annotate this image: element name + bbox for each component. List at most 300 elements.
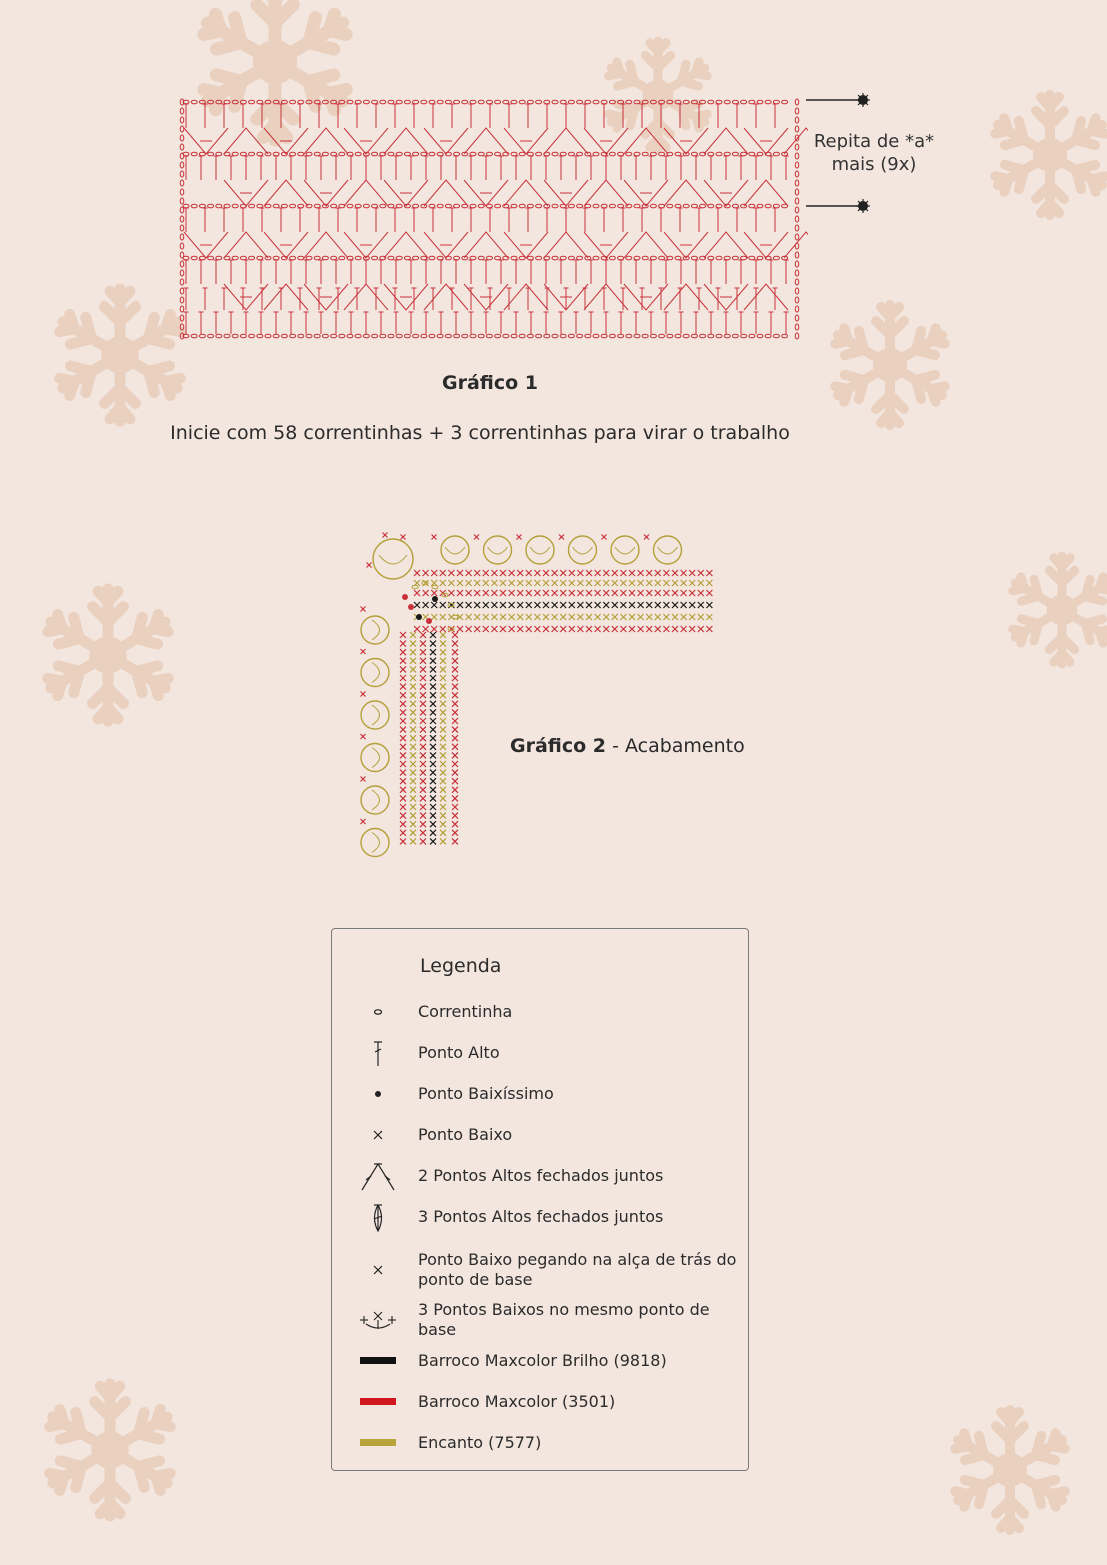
chain-stitch xyxy=(749,256,755,260)
chain-stitch xyxy=(724,100,730,104)
chain-stitch xyxy=(273,256,279,260)
chain-stitch xyxy=(388,204,394,208)
chain-stitch xyxy=(773,334,779,338)
chain-stitch xyxy=(601,100,607,104)
chain-stitch xyxy=(749,334,755,338)
chain-stitch xyxy=(503,100,509,104)
chain-stitch xyxy=(224,334,230,338)
chain-stitch xyxy=(618,334,624,338)
chain-stitch xyxy=(470,152,476,156)
chain-stitch xyxy=(642,100,648,104)
chain-stitch xyxy=(675,152,681,156)
chain-stitch xyxy=(536,204,542,208)
chain-stitch xyxy=(281,100,287,104)
picot-circle xyxy=(611,536,639,564)
chain-stitch xyxy=(716,334,722,338)
chain-stitch xyxy=(180,117,184,123)
chain-stitch xyxy=(741,100,747,104)
chain-stitch xyxy=(355,100,361,104)
chain-stitch xyxy=(437,152,443,156)
chain-stitch xyxy=(795,117,799,123)
chain-stitch xyxy=(437,204,443,208)
chain-stitch xyxy=(609,334,615,338)
dc2tog-stitch xyxy=(584,180,628,206)
chain-stitch xyxy=(421,334,427,338)
chain-stitch xyxy=(659,256,665,260)
chain-stitch xyxy=(568,204,574,208)
chain-stitch xyxy=(298,256,304,260)
chain-stitch xyxy=(331,334,337,338)
chain-stitch xyxy=(306,256,312,260)
legend-item xyxy=(332,1117,748,1153)
chain-stitch xyxy=(306,152,312,156)
chain-stitch xyxy=(478,100,484,104)
chain-stitch xyxy=(732,100,738,104)
chain-stitch xyxy=(700,100,706,104)
snowflake-icon xyxy=(991,95,1107,215)
chain-stitch xyxy=(511,152,517,156)
chain-stitch xyxy=(249,334,255,338)
slip-stitch xyxy=(416,614,422,620)
chain-stitch xyxy=(795,270,799,276)
dc2tog-stitch xyxy=(384,232,428,258)
legend-item xyxy=(332,1158,748,1194)
chain-stitch xyxy=(273,152,279,156)
slip-stitch xyxy=(408,604,414,610)
chain-stitch xyxy=(765,100,771,104)
chart-2-caption-title: Gráfico 2 xyxy=(510,735,607,757)
chart-2-caption xyxy=(510,735,770,757)
chain-stitch xyxy=(708,152,714,156)
chain-stitch xyxy=(503,334,509,338)
chain-stitch xyxy=(180,270,184,276)
chain-stitch xyxy=(527,204,533,208)
chain-stitch xyxy=(642,334,648,338)
chain-stitch xyxy=(257,204,263,208)
chain-stitch xyxy=(388,152,394,156)
chain-stitch xyxy=(470,256,476,260)
chain-stitch xyxy=(249,204,255,208)
chain-stitch xyxy=(331,152,337,156)
chain-stitch xyxy=(180,180,184,186)
chain-stitch xyxy=(593,204,599,208)
chain-stitch xyxy=(577,152,583,156)
chain-stitch xyxy=(363,100,369,104)
chain-stitch xyxy=(388,256,394,260)
chain-stitch-icon xyxy=(356,994,400,1030)
chain-stitch xyxy=(486,334,492,338)
legend-item xyxy=(332,1384,748,1420)
chain-stitch xyxy=(700,204,706,208)
chain-stitch xyxy=(634,152,640,156)
chain-stitch xyxy=(421,100,427,104)
chain-stitch xyxy=(180,198,184,204)
chain-stitch xyxy=(795,144,799,150)
chain-stitch xyxy=(216,204,222,208)
chain-stitch xyxy=(716,100,722,104)
dc2tog-stitch xyxy=(304,128,348,154)
chain-stitch xyxy=(527,334,533,338)
chain-stitch xyxy=(716,256,722,260)
back-loop-sc-icon xyxy=(356,1252,400,1288)
snowflake-icon xyxy=(1009,556,1107,664)
picot-circle xyxy=(361,659,389,687)
chain-stitch xyxy=(199,204,205,208)
legend-item xyxy=(332,1343,748,1379)
chain-stitch xyxy=(716,152,722,156)
chain-stitch xyxy=(290,204,296,208)
chain-stitch xyxy=(290,152,296,156)
chain-stitch xyxy=(445,334,451,338)
chain-stitch xyxy=(519,100,525,104)
chain-stitch xyxy=(216,152,222,156)
chain-stitch xyxy=(208,204,214,208)
chain-stitch xyxy=(429,152,435,156)
repeat-note xyxy=(808,130,940,176)
chain-stitch xyxy=(650,334,656,338)
chain-stitch xyxy=(618,204,624,208)
slip-stitch xyxy=(402,594,408,600)
chain-stitch xyxy=(322,100,328,104)
chain-stitch xyxy=(577,256,583,260)
chain-stitch xyxy=(265,334,271,338)
snowflake-icon xyxy=(951,1410,1069,1530)
chain-stitch xyxy=(445,204,451,208)
chain-stitch xyxy=(454,334,460,338)
chain-stitch xyxy=(667,100,673,104)
chain-stitch xyxy=(795,234,799,240)
chain-stitch xyxy=(626,256,632,260)
picot-inner xyxy=(615,547,635,554)
chain-stitch xyxy=(568,100,574,104)
chain-stitch xyxy=(552,204,558,208)
chain-stitch xyxy=(795,198,799,204)
picot-inner xyxy=(372,663,380,683)
chain-stitch xyxy=(372,100,378,104)
chain-stitch xyxy=(452,615,458,619)
chain-stitch xyxy=(298,152,304,156)
chain-stitch xyxy=(650,100,656,104)
chain-stitch xyxy=(372,256,378,260)
chain-stitch xyxy=(691,100,697,104)
chain-stitch xyxy=(757,256,763,260)
chain-stitch xyxy=(314,152,320,156)
dc2tog-stitch xyxy=(544,232,588,258)
chain-stitch xyxy=(552,100,558,104)
chain-stitch xyxy=(650,204,656,208)
chain-stitch xyxy=(322,334,328,338)
picot-inner xyxy=(372,790,380,810)
chain-stitch xyxy=(795,189,799,195)
chain-stitch xyxy=(314,204,320,208)
chain-stitch xyxy=(757,152,763,156)
chain-stitch xyxy=(314,100,320,104)
chain-stitch xyxy=(593,256,599,260)
chain-stitch xyxy=(396,334,402,338)
chain-stitch xyxy=(773,100,779,104)
chain-stitch xyxy=(609,204,615,208)
chain-stitch xyxy=(257,256,263,260)
chain-stitch xyxy=(795,162,799,168)
chain-stitch xyxy=(388,334,394,338)
chain-stitch xyxy=(257,100,263,104)
chain-stitch xyxy=(216,256,222,260)
dc2tog-stitch xyxy=(224,232,268,258)
chain-stitch xyxy=(339,256,345,260)
picot-inner xyxy=(372,748,380,768)
chain-stitch xyxy=(429,334,435,338)
chain-stitch xyxy=(462,334,468,338)
chain-stitch xyxy=(782,100,788,104)
chain-stitch xyxy=(795,306,799,312)
chain-stitch xyxy=(795,297,799,303)
dc2tog-stitch xyxy=(624,232,668,258)
chain-stitch xyxy=(795,324,799,330)
repeat-start-marker xyxy=(800,92,880,108)
chain-stitch xyxy=(609,100,615,104)
chain-stitch xyxy=(180,261,184,267)
chain-stitch xyxy=(568,334,574,338)
chain-stitch xyxy=(421,256,427,260)
chain-stitch xyxy=(486,256,492,260)
chain-stitch xyxy=(634,204,640,208)
dc2tog-stitch xyxy=(704,128,748,154)
chain-stitch xyxy=(180,306,184,312)
chain-stitch xyxy=(659,100,665,104)
dc2tog-stitch xyxy=(304,232,348,258)
chain-stitch xyxy=(691,256,697,260)
dc2tog-stitch xyxy=(704,232,748,258)
chain-stitch xyxy=(314,334,320,338)
chain-stitch xyxy=(495,100,501,104)
legend-label: 3 Pontos Altos fechados juntos xyxy=(418,1207,664,1226)
chain-stitch xyxy=(216,100,222,104)
chain-stitch xyxy=(355,334,361,338)
chain-stitch xyxy=(413,100,419,104)
chain-stitch xyxy=(683,100,689,104)
snowflake-icon xyxy=(55,289,185,421)
chain-stitch xyxy=(454,152,460,156)
chain-stitch xyxy=(372,152,378,156)
chain-stitch xyxy=(552,152,558,156)
chain-stitch xyxy=(675,256,681,260)
chain-stitch xyxy=(191,334,197,338)
chain-stitch xyxy=(519,204,525,208)
chain-stitch xyxy=(495,334,501,338)
chain-stitch xyxy=(306,100,312,104)
chain-stitch xyxy=(380,204,386,208)
chain-stitch xyxy=(511,256,517,260)
chain-stitch xyxy=(331,204,337,208)
chain-stitch xyxy=(601,334,607,338)
chain-stitch xyxy=(208,100,214,104)
chain-stitch xyxy=(675,334,681,338)
legend-label: Correntinha xyxy=(418,1002,513,1021)
chain-stitch xyxy=(527,256,533,260)
chain-stitch xyxy=(795,207,799,213)
chain-stitch xyxy=(413,204,419,208)
legend-item xyxy=(332,1199,748,1235)
chain-stitch xyxy=(795,243,799,249)
dc2tog-stitch xyxy=(344,180,388,206)
chain-stitch xyxy=(224,204,230,208)
chain-stitch xyxy=(232,204,238,208)
dc2tog-stitch xyxy=(544,128,588,154)
chain-stitch xyxy=(470,100,476,104)
chain-stitch xyxy=(183,204,189,208)
dc2tog-stitch xyxy=(744,180,788,206)
chain-stitch xyxy=(180,243,184,249)
chain-stitch xyxy=(331,100,337,104)
chain-stitch xyxy=(536,152,542,156)
chain-stitch xyxy=(757,334,763,338)
dc2tog-stitch xyxy=(264,180,308,206)
chain-stitch xyxy=(322,256,328,260)
chain-stitch xyxy=(795,171,799,177)
chain-stitch xyxy=(642,152,648,156)
chain-stitch xyxy=(404,100,410,104)
chain-stitch xyxy=(568,152,574,156)
chain-stitch xyxy=(795,225,799,231)
chain-stitch xyxy=(659,204,665,208)
chain-stitch xyxy=(732,204,738,208)
chain-stitch xyxy=(675,204,681,208)
chain-stitch xyxy=(544,334,550,338)
chain-stitch xyxy=(478,204,484,208)
chain-stitch xyxy=(795,315,799,321)
chain-stitch xyxy=(232,334,238,338)
chain-stitch xyxy=(191,256,197,260)
chain-stitch xyxy=(609,152,615,156)
dc2tog-stitch xyxy=(464,128,508,154)
dc2tog-stitch xyxy=(664,180,708,206)
chain-stitch xyxy=(265,204,271,208)
chain-stitch xyxy=(208,152,214,156)
chain-stitch xyxy=(552,256,558,260)
chain-stitch xyxy=(180,144,184,150)
chain-stitch xyxy=(331,256,337,260)
chain-stitch xyxy=(683,204,689,208)
chain-stitch xyxy=(618,100,624,104)
chain-stitch xyxy=(478,152,484,156)
chain-stitch xyxy=(180,162,184,168)
chain-stitch xyxy=(618,256,624,260)
chain-stitch xyxy=(437,256,443,260)
chain-stitch xyxy=(199,334,205,338)
chain-stitch xyxy=(339,100,345,104)
slip-stitch-icon xyxy=(356,1076,400,1112)
gold-color-swatch xyxy=(356,1425,400,1461)
snowflake-icon xyxy=(43,589,173,721)
chain-stitch xyxy=(544,100,550,104)
chain-stitch xyxy=(180,108,184,114)
picot-circle xyxy=(526,536,554,564)
chain-stitch xyxy=(511,100,517,104)
chain-stitch xyxy=(429,256,435,260)
chain-stitch xyxy=(290,256,296,260)
chain-stitch xyxy=(232,100,238,104)
chain-stitch xyxy=(773,256,779,260)
picot-inner xyxy=(573,547,593,554)
chain-stitch xyxy=(257,334,263,338)
chain-stitch xyxy=(675,100,681,104)
chain-stitch xyxy=(396,256,402,260)
chain-stitch xyxy=(240,334,246,338)
chain-stitch xyxy=(281,334,287,338)
picot-circle xyxy=(654,536,682,564)
chain-stitch xyxy=(757,100,763,104)
chain-stitch xyxy=(180,252,184,258)
chain-stitch xyxy=(347,334,353,338)
picot-inner xyxy=(379,555,407,564)
picot-inner xyxy=(488,547,508,554)
picot-inner xyxy=(658,547,678,554)
chain-stitch xyxy=(273,204,279,208)
sc3-in-same-icon xyxy=(356,1302,400,1338)
chain-stitch xyxy=(749,204,755,208)
chain-stitch xyxy=(732,152,738,156)
chain-stitch xyxy=(659,152,665,156)
chain-stitch xyxy=(404,256,410,260)
chain-stitch xyxy=(413,152,419,156)
chain-stitch xyxy=(281,204,287,208)
chain-stitch xyxy=(716,204,722,208)
chart-1-caption: Gráfico 1 xyxy=(441,372,539,394)
chain-stitch xyxy=(741,334,747,338)
legend-label: Barroco Maxcolor (3501) xyxy=(418,1392,616,1411)
repeat-end-marker xyxy=(800,198,880,214)
chain-stitch xyxy=(795,108,799,114)
chain-stitch xyxy=(478,334,484,338)
chain-stitch xyxy=(486,100,492,104)
chain-stitch xyxy=(782,334,788,338)
chain-stitch xyxy=(180,216,184,222)
chain-stitch xyxy=(634,100,640,104)
chain-stitch xyxy=(180,126,184,132)
chain-stitch xyxy=(724,152,730,156)
chain-stitch xyxy=(795,261,799,267)
slip-stitch xyxy=(426,618,432,624)
chain-stitch xyxy=(180,234,184,240)
chain-stitch xyxy=(380,334,386,338)
chain-stitch xyxy=(240,100,246,104)
chain-stitch xyxy=(568,256,574,260)
chain-stitch xyxy=(511,334,517,338)
chain-stitch xyxy=(795,279,799,285)
chain-stitch xyxy=(180,189,184,195)
chain-stitch xyxy=(347,204,353,208)
chain-stitch xyxy=(667,334,673,338)
start-instruction: Inicie com 58 correntinhas + 3 correntinhas para virar o trabalho xyxy=(170,422,790,444)
chain-stitch xyxy=(527,152,533,156)
chain-stitch xyxy=(708,204,714,208)
crochet-chart-1 xyxy=(178,92,808,344)
chain-stitch xyxy=(724,256,730,260)
chain-stitch xyxy=(560,334,566,338)
chain-stitch xyxy=(593,152,599,156)
chain-stitch xyxy=(208,256,214,260)
legend-title: Legenda xyxy=(420,955,502,977)
chain-stitch xyxy=(486,152,492,156)
chain-stitch xyxy=(396,100,402,104)
chain-stitch xyxy=(208,334,214,338)
chain-stitch xyxy=(795,333,799,339)
chain-stitch xyxy=(519,334,525,338)
chain-stitch xyxy=(298,334,304,338)
chain-stitch xyxy=(527,100,533,104)
picot-circle xyxy=(361,701,389,729)
chain-stitch xyxy=(314,256,320,260)
